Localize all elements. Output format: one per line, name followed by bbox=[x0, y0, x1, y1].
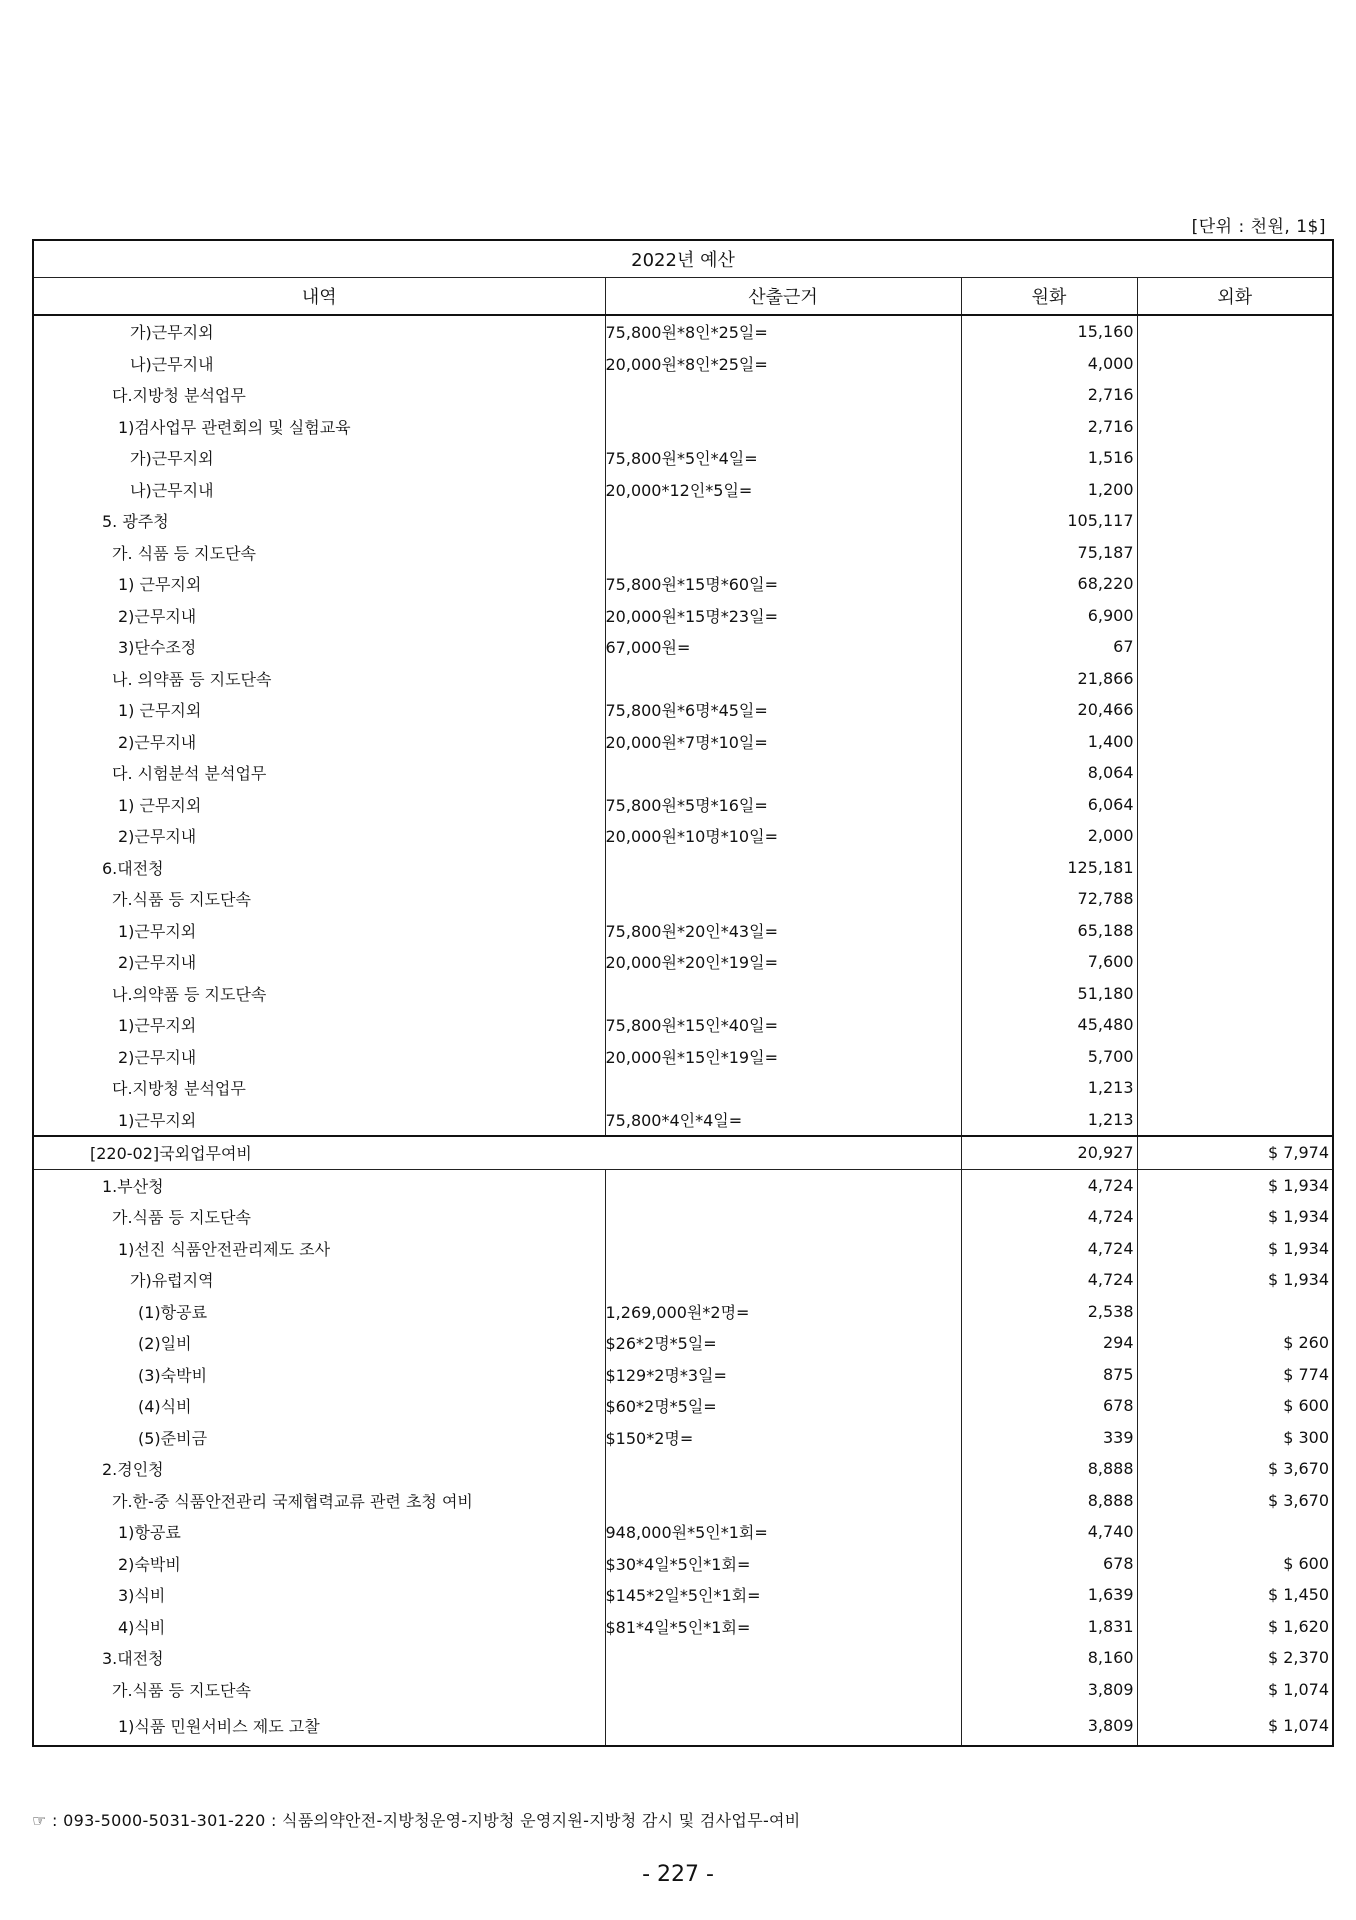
row-basis: 67,000원= bbox=[605, 631, 961, 663]
row-foreign bbox=[1137, 600, 1333, 632]
row-foreign bbox=[1137, 1072, 1333, 1104]
row-krw: 105,117 bbox=[961, 505, 1137, 537]
table-row bbox=[33, 978, 1333, 1010]
row-krw: 8,064 bbox=[961, 757, 1137, 789]
table-row bbox=[33, 1516, 1333, 1548]
row-description: 가)유럽지역 bbox=[33, 1264, 605, 1296]
row-krw: 3,809 bbox=[961, 1674, 1137, 1706]
row-basis: $26*2명*5일= bbox=[605, 1327, 961, 1359]
table-row bbox=[33, 631, 1333, 663]
row-basis bbox=[605, 505, 961, 537]
row-krw: 1,639 bbox=[961, 1579, 1137, 1611]
row-description: 가. 식품 등 지도단속 bbox=[33, 537, 605, 569]
table-row bbox=[33, 379, 1333, 411]
row-foreign: $ 1,620 bbox=[1137, 1611, 1333, 1643]
row-description: 나. 의약품 등 지도단속 bbox=[33, 663, 605, 695]
row-foreign bbox=[1137, 1296, 1333, 1328]
table-row bbox=[33, 1548, 1333, 1580]
row-description: 다.지방청 분석업무 bbox=[33, 1072, 605, 1104]
row-basis bbox=[605, 379, 961, 411]
row-foreign bbox=[1137, 694, 1333, 726]
row-krw: 67 bbox=[961, 631, 1137, 663]
table-row bbox=[33, 663, 1333, 695]
row-description: 2)근무지내 bbox=[33, 946, 605, 978]
row-description: 3)단수조정 bbox=[33, 631, 605, 663]
row-foreign bbox=[1137, 946, 1333, 978]
row-foreign bbox=[1137, 978, 1333, 1010]
row-foreign bbox=[1137, 537, 1333, 569]
row-basis: $150*2명= bbox=[605, 1422, 961, 1454]
row-description: 가.한-중 식품안전관리 국제협력교류 관련 초청 여비 bbox=[33, 1485, 605, 1517]
row-foreign bbox=[1137, 757, 1333, 789]
row-description: (3)숙박비 bbox=[33, 1359, 605, 1391]
table-row bbox=[33, 1453, 1333, 1485]
row-basis bbox=[605, 1485, 961, 1517]
header-krw: 원화 bbox=[961, 278, 1137, 316]
row-description: 4)식비 bbox=[33, 1611, 605, 1643]
row-krw: 6,064 bbox=[961, 789, 1137, 821]
row-basis: $145*2일*5인*1회= bbox=[605, 1579, 961, 1611]
row-foreign: $ 1,450 bbox=[1137, 1579, 1333, 1611]
row-foreign bbox=[1137, 348, 1333, 380]
row-krw: 5,700 bbox=[961, 1041, 1137, 1073]
header-foreign: 외화 bbox=[1137, 278, 1333, 316]
row-basis: 20,000원*7명*10일= bbox=[605, 726, 961, 758]
header-basis: 산출근거 bbox=[605, 278, 961, 316]
row-krw: 4,724 bbox=[961, 1264, 1137, 1296]
table-row bbox=[33, 1041, 1333, 1073]
row-description: 5. 광주청 bbox=[33, 505, 605, 537]
row-description: 1)근무지외 bbox=[33, 915, 605, 947]
row-krw: 8,888 bbox=[961, 1485, 1137, 1517]
table-row bbox=[33, 726, 1333, 758]
row-foreign bbox=[1137, 505, 1333, 537]
table-row bbox=[33, 315, 1333, 348]
row-krw: 65,188 bbox=[961, 915, 1137, 947]
row-krw: 125,181 bbox=[961, 852, 1137, 884]
row-krw: 2,000 bbox=[961, 820, 1137, 852]
table-row bbox=[33, 1390, 1333, 1422]
row-basis: 75,800원*15인*40일= bbox=[605, 1009, 961, 1041]
row-krw: 6,900 bbox=[961, 600, 1137, 632]
table-row bbox=[33, 474, 1333, 506]
row-description: 다.지방청 분석업무 bbox=[33, 379, 605, 411]
row-foreign bbox=[1137, 411, 1333, 443]
row-krw: 1,200 bbox=[961, 474, 1137, 506]
row-krw: 339 bbox=[961, 1422, 1137, 1454]
row-foreign: $ 260 bbox=[1137, 1327, 1333, 1359]
table-row bbox=[33, 915, 1333, 947]
row-foreign bbox=[1137, 883, 1333, 915]
row-basis: $129*2명*3일= bbox=[605, 1359, 961, 1391]
row-description: 1.부산청 bbox=[33, 1169, 605, 1201]
table-row bbox=[33, 883, 1333, 915]
row-basis: 75,800원*5인*4일= bbox=[605, 442, 961, 474]
row-foreign: $ 1,934 bbox=[1137, 1169, 1333, 1201]
row-krw: 51,180 bbox=[961, 978, 1137, 1010]
row-description: 1) 근무지외 bbox=[33, 694, 605, 726]
row-foreign: $ 300 bbox=[1137, 1422, 1333, 1454]
row-foreign bbox=[1137, 820, 1333, 852]
table-row bbox=[33, 1705, 1333, 1746]
row-basis: 75,800원*15명*60일= bbox=[605, 568, 961, 600]
row-foreign: $ 2,370 bbox=[1137, 1642, 1333, 1674]
row-description: (5)준비금 bbox=[33, 1422, 605, 1454]
row-description: 가.식품 등 지도단속 bbox=[33, 1201, 605, 1233]
row-basis: 75,800원*5명*16일= bbox=[605, 789, 961, 821]
row-basis bbox=[605, 1264, 961, 1296]
row-basis: 75,800*4인*4일= bbox=[605, 1104, 961, 1137]
row-description: 1)식품 민원서비스 제도 고찰 bbox=[33, 1705, 605, 1746]
row-krw: 2,716 bbox=[961, 411, 1137, 443]
row-krw: 1,213 bbox=[961, 1104, 1137, 1137]
row-description: 1)검사업무 관련회의 및 실험교육 bbox=[33, 411, 605, 443]
row-basis: 20,000원*8인*25일= bbox=[605, 348, 961, 380]
table-row bbox=[33, 1233, 1333, 1265]
header-description: 내역 bbox=[33, 278, 605, 316]
table-row bbox=[33, 1009, 1333, 1041]
row-krw: 8,888 bbox=[961, 1453, 1137, 1485]
table-row bbox=[33, 820, 1333, 852]
row-description: (4)식비 bbox=[33, 1390, 605, 1422]
row-foreign bbox=[1137, 915, 1333, 947]
row-basis bbox=[605, 978, 961, 1010]
table-row bbox=[33, 1104, 1333, 1137]
row-foreign: $ 600 bbox=[1137, 1548, 1333, 1580]
row-description: 1) 근무지외 bbox=[33, 568, 605, 600]
table-row bbox=[33, 1169, 1333, 1201]
row-foreign bbox=[1137, 315, 1333, 348]
table-row bbox=[33, 348, 1333, 380]
table-row bbox=[33, 600, 1333, 632]
row-basis: 1,269,000원*2명= bbox=[605, 1296, 961, 1328]
row-basis: 20,000원*15명*23일= bbox=[605, 600, 961, 632]
row-description: 가.식품 등 지도단속 bbox=[33, 1674, 605, 1706]
row-foreign bbox=[1137, 379, 1333, 411]
row-basis bbox=[605, 1169, 961, 1201]
row-foreign: $ 1,934 bbox=[1137, 1264, 1333, 1296]
row-foreign bbox=[1137, 631, 1333, 663]
row-basis: $60*2명*5일= bbox=[605, 1390, 961, 1422]
table-row bbox=[33, 946, 1333, 978]
table-row bbox=[33, 1264, 1333, 1296]
row-foreign bbox=[1137, 663, 1333, 695]
table-row bbox=[33, 505, 1333, 537]
table-row bbox=[33, 757, 1333, 789]
row-krw: 45,480 bbox=[961, 1009, 1137, 1041]
row-basis bbox=[605, 1705, 961, 1746]
row-description: 6.대전청 bbox=[33, 852, 605, 884]
row-description: 2)숙박비 bbox=[33, 1548, 605, 1580]
row-description: 1) 근무지외 bbox=[33, 789, 605, 821]
row-basis: $30*4일*5인*1회= bbox=[605, 1548, 961, 1580]
table-row bbox=[33, 537, 1333, 569]
row-foreign bbox=[1137, 789, 1333, 821]
row-krw: 1,213 bbox=[961, 1072, 1137, 1104]
row-description: 나)근무지내 bbox=[33, 348, 605, 380]
row-krw: 875 bbox=[961, 1359, 1137, 1391]
row-basis bbox=[605, 1453, 961, 1485]
row-description: 2)근무지내 bbox=[33, 726, 605, 758]
row-foreign: $ 1,934 bbox=[1137, 1233, 1333, 1265]
row-basis bbox=[605, 757, 961, 789]
table-row bbox=[33, 1296, 1333, 1328]
row-basis bbox=[605, 1072, 961, 1104]
table-row bbox=[33, 1359, 1333, 1391]
row-foreign: $ 3,670 bbox=[1137, 1485, 1333, 1517]
row-krw: 4,724 bbox=[961, 1169, 1137, 1201]
row-description: (1)항공료 bbox=[33, 1296, 605, 1328]
row-foreign bbox=[1137, 852, 1333, 884]
row-description: 1)근무지외 bbox=[33, 1104, 605, 1137]
row-krw: 2,538 bbox=[961, 1296, 1137, 1328]
row-krw: 4,724 bbox=[961, 1233, 1137, 1265]
row-basis bbox=[605, 663, 961, 695]
row-basis: 20,000원*10명*10일= bbox=[605, 820, 961, 852]
row-foreign: $ 774 bbox=[1137, 1359, 1333, 1391]
row-krw: 3,809 bbox=[961, 1705, 1137, 1746]
table-row bbox=[33, 1201, 1333, 1233]
row-description: 2)근무지내 bbox=[33, 1041, 605, 1073]
table-row bbox=[33, 1327, 1333, 1359]
row-foreign bbox=[1137, 568, 1333, 600]
row-foreign bbox=[1137, 1009, 1333, 1041]
row-description: 가)근무지외 bbox=[33, 315, 605, 348]
row-basis bbox=[605, 1674, 961, 1706]
row-description: 1)근무지외 bbox=[33, 1009, 605, 1041]
row-basis bbox=[605, 1201, 961, 1233]
table-row bbox=[33, 1136, 1333, 1169]
row-krw: 68,220 bbox=[961, 568, 1137, 600]
row-foreign bbox=[1137, 442, 1333, 474]
page-number: - 227 - bbox=[642, 1862, 714, 1887]
row-basis: 75,800원*8인*25일= bbox=[605, 315, 961, 348]
row-foreign: $ 1,934 bbox=[1137, 1201, 1333, 1233]
row-description: 나)근무지내 bbox=[33, 474, 605, 506]
row-basis bbox=[605, 411, 961, 443]
row-foreign: $ 600 bbox=[1137, 1390, 1333, 1422]
row-description: 가.식품 등 지도단속 bbox=[33, 883, 605, 915]
row-krw: 2,716 bbox=[961, 379, 1137, 411]
row-basis bbox=[605, 852, 961, 884]
table-row bbox=[33, 789, 1333, 821]
row-basis bbox=[605, 883, 961, 915]
footnote: ☞ : 093-5000-5031-301-220 : 식품의약안전-지방청운영-지방청 운영지원-지방청 감시 및 검사업무-여비 bbox=[32, 1811, 801, 1830]
row-description: 2)근무지내 bbox=[33, 820, 605, 852]
row-krw: 7,600 bbox=[961, 946, 1137, 978]
table-row bbox=[33, 1611, 1333, 1643]
table-row bbox=[33, 442, 1333, 474]
row-krw: 1,516 bbox=[961, 442, 1137, 474]
row-krw: 4,740 bbox=[961, 1516, 1137, 1548]
row-description: 나.의약품 등 지도단속 bbox=[33, 978, 605, 1010]
table-row bbox=[33, 1579, 1333, 1611]
row-description: 다. 시험분석 분석업무 bbox=[33, 757, 605, 789]
row-basis bbox=[605, 537, 961, 569]
row-description: 1)항공료 bbox=[33, 1516, 605, 1548]
row-krw: 15,160 bbox=[961, 315, 1137, 348]
row-krw: 294 bbox=[961, 1327, 1137, 1359]
row-foreign: $ 1,074 bbox=[1137, 1705, 1333, 1746]
row-krw: 21,866 bbox=[961, 663, 1137, 695]
table-row bbox=[33, 1642, 1333, 1674]
row-description: (2)일비 bbox=[33, 1327, 605, 1359]
row-krw: 678 bbox=[961, 1548, 1137, 1580]
row-basis: $81*4일*5인*1회= bbox=[605, 1611, 961, 1643]
row-krw: 20,466 bbox=[961, 694, 1137, 726]
table-row bbox=[33, 1072, 1333, 1104]
row-krw: 4,724 bbox=[961, 1201, 1137, 1233]
row-foreign: $ 7,974 bbox=[1137, 1136, 1333, 1169]
row-description: 1)선진 식품안전관리제도 조사 bbox=[33, 1233, 605, 1265]
row-basis: 948,000원*5인*1회= bbox=[605, 1516, 961, 1548]
row-foreign: $ 3,670 bbox=[1137, 1453, 1333, 1485]
row-krw: 75,187 bbox=[961, 537, 1137, 569]
row-description: 가)근무지외 bbox=[33, 442, 605, 474]
row-krw: 1,400 bbox=[961, 726, 1137, 758]
table-row bbox=[33, 1485, 1333, 1517]
row-description: 2)근무지내 bbox=[33, 600, 605, 632]
row-krw: 8,160 bbox=[961, 1642, 1137, 1674]
unit-note: [단위 : 천원, 1$] bbox=[1191, 217, 1326, 237]
table-row bbox=[33, 411, 1333, 443]
row-krw: 678 bbox=[961, 1390, 1137, 1422]
table-row bbox=[33, 1422, 1333, 1454]
table-row bbox=[33, 568, 1333, 600]
row-description: 3.대전청 bbox=[33, 1642, 605, 1674]
row-basis bbox=[605, 1642, 961, 1674]
row-description: [220-02]국외업무여비 bbox=[33, 1136, 961, 1169]
row-krw: 72,788 bbox=[961, 883, 1137, 915]
row-foreign: $ 1,074 bbox=[1137, 1674, 1333, 1706]
row-foreign bbox=[1137, 1041, 1333, 1073]
row-krw: 20,927 bbox=[961, 1136, 1137, 1169]
row-krw: 1,831 bbox=[961, 1611, 1137, 1643]
row-basis: 75,800원*20인*43일= bbox=[605, 915, 961, 947]
table-title: 2022년 예산 bbox=[33, 240, 1333, 278]
table-row bbox=[33, 694, 1333, 726]
row-basis: 20,000원*20인*19일= bbox=[605, 946, 961, 978]
row-krw: 4,000 bbox=[961, 348, 1137, 380]
row-basis: 75,800원*6명*45일= bbox=[605, 694, 961, 726]
row-description: 3)식비 bbox=[33, 1579, 605, 1611]
row-basis: 20,000*12인*5일= bbox=[605, 474, 961, 506]
row-description: 2.경인청 bbox=[33, 1453, 605, 1485]
budget-table-body bbox=[33, 315, 1333, 1746]
row-foreign bbox=[1137, 1104, 1333, 1137]
row-basis bbox=[605, 1233, 961, 1265]
row-basis: 20,000원*15인*19일= bbox=[605, 1041, 961, 1073]
row-foreign bbox=[1137, 474, 1333, 506]
row-foreign bbox=[1137, 1516, 1333, 1548]
table-row bbox=[33, 1674, 1333, 1706]
row-foreign bbox=[1137, 726, 1333, 758]
table-row bbox=[33, 852, 1333, 884]
budget-table bbox=[32, 239, 1334, 1747]
